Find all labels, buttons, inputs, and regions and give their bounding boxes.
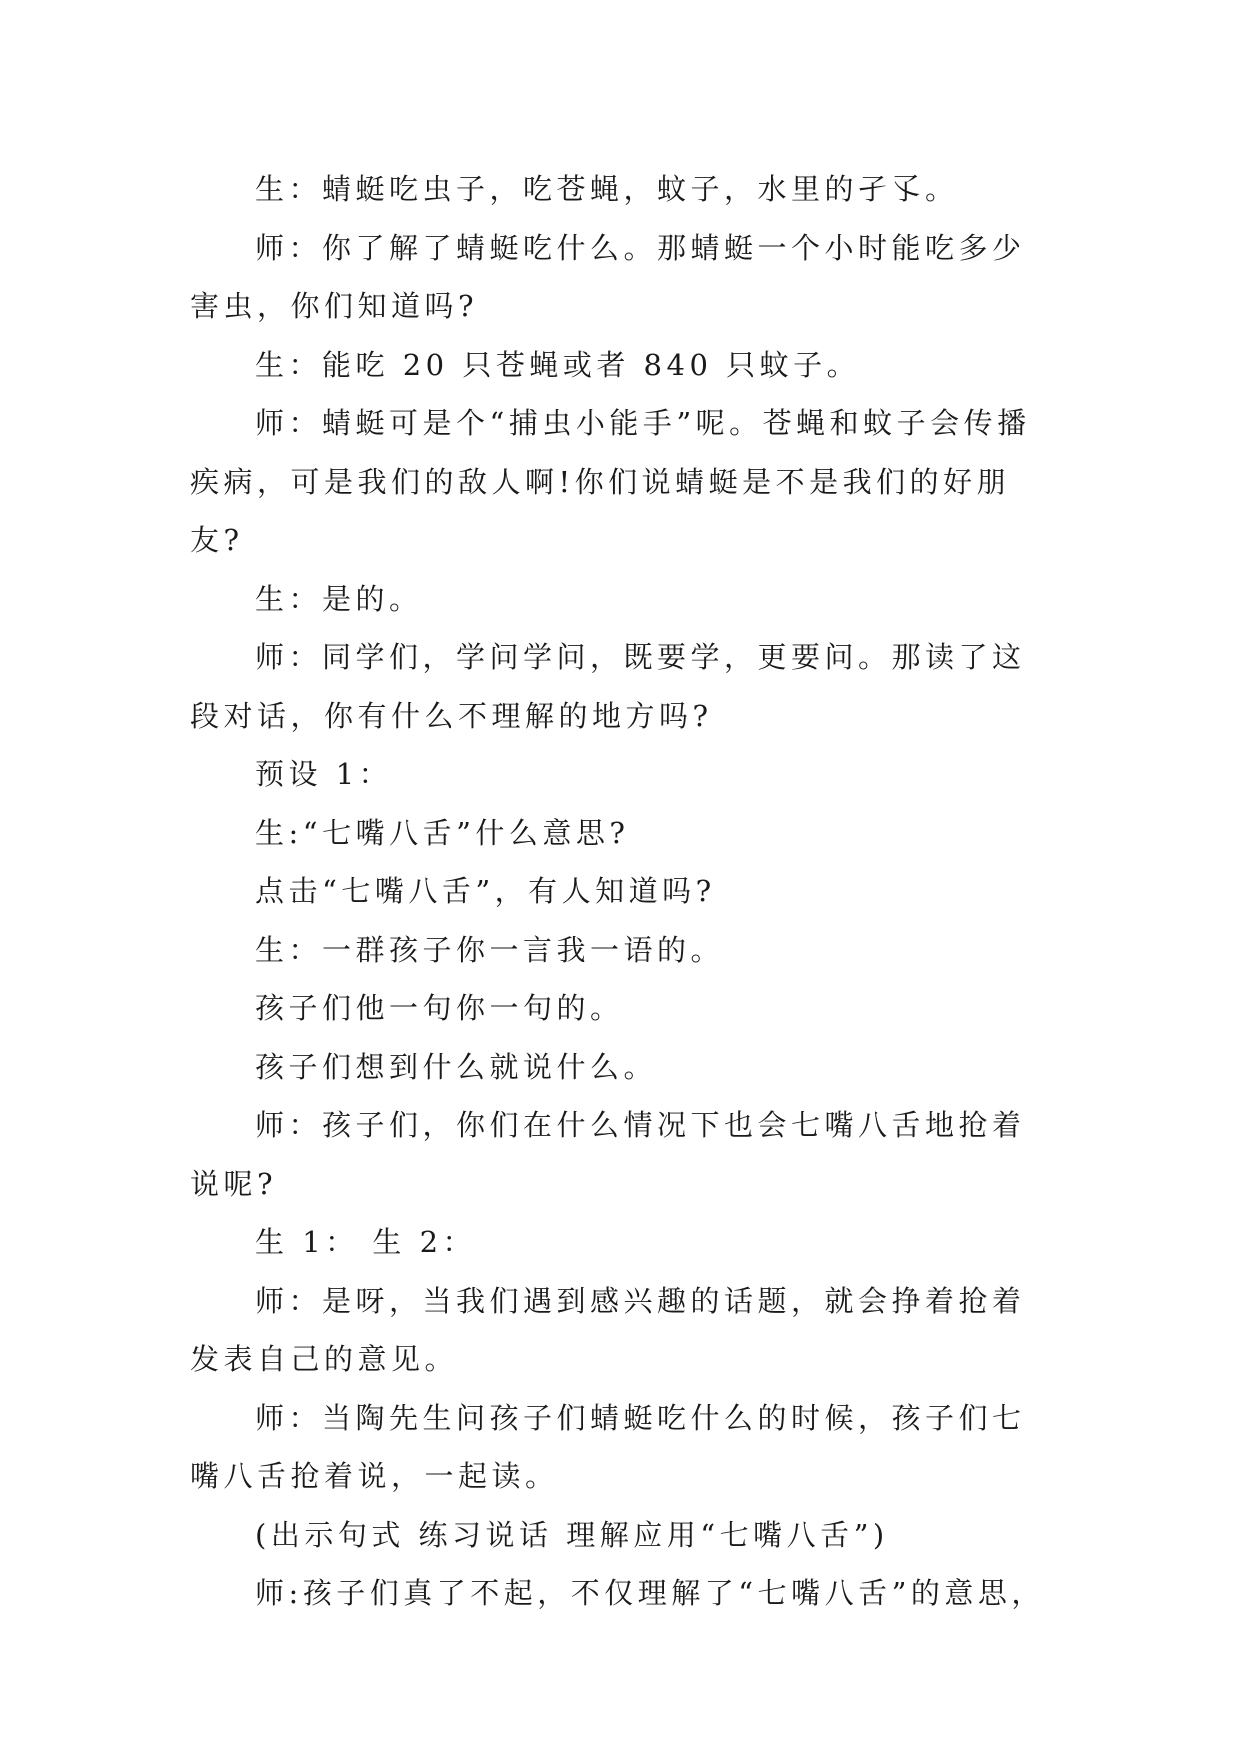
paragraph: 生 1： 生 2：	[255, 1225, 477, 1259]
paragraph: 师：当陶先生问孩子们蜻蜓吃什么的时候，孩子们七嘴八舌抢着说，一起读。	[190, 1400, 1026, 1493]
paragraph: 师：蜻蜓可是个“捕虫小能手”呢。苍蝇和蚊子会传播疾病，可是我们的敌人啊!你们说蜻蜓是不是我们的好朋友?	[190, 406, 1031, 557]
paragraph: 师：你了解了蜻蜓吃什么。那蜻蜓一个小时能吃多少害虫，你们知道吗?	[190, 230, 1026, 323]
paragraph: 生:“七嘴八舌”什么意思?	[255, 815, 630, 850]
paragraph: 孩子们他一句你一句的。	[255, 991, 624, 1025]
paragraph: (出示句式 练习说话 理解应用“七嘴八舌”)	[255, 1517, 889, 1552]
paragraph: 师:孩子们真了不起，不仅理解了“七嘴八舌”的意思，	[255, 1576, 1045, 1610]
paragraph: 生：是的。	[255, 581, 423, 616]
document-body	[190, 160, 1050, 1623]
paragraph: 生：能吃 20 只苍蝇或者 840 只蚊子。	[255, 347, 861, 382]
paragraph: 生：蜻蜓吃虫子，吃苍蝇，蚊子，水里的孑孓。	[255, 172, 959, 206]
paragraph: 师：是呀，当我们遇到感兴趣的话题，就会挣着抢着发表自己的意见。	[190, 1283, 1026, 1376]
paragraph: 点击“七嘴八舌”，有人知道吗?	[255, 874, 716, 908]
paragraph: 孩子们想到什么就说什么。	[255, 1049, 658, 1084]
paragraph: 师：同学们，学问学问，既要学，更要问。那读了这段对话，你有什么不理解的地方吗?	[190, 640, 1026, 733]
paragraph: 师：孩子们，你们在什么情况下也会七嘴八舌地抢着说呢?	[190, 1108, 1026, 1201]
paragraph: 生：一群孩子你一言我一语的。	[255, 932, 725, 967]
paragraph: 预设 1：	[255, 757, 393, 791]
